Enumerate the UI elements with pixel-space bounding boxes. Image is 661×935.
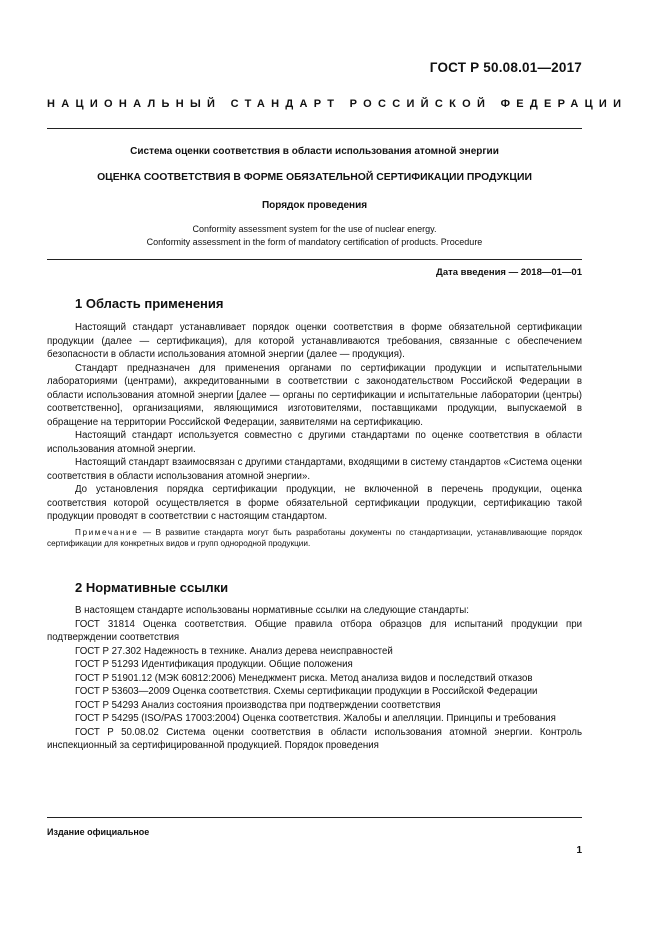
document-title: ОЦЕНКА СООТВЕТСТВИЯ В ФОРМЕ ОБЯЗАТЕЛЬНОЙ СЕРТИФИКАЦИИ ПРОДУКЦИИ (97, 172, 532, 183)
edition-label: Издание официальное (47, 827, 150, 837)
section-2-body (47, 604, 582, 753)
procedure-subtitle: Порядок проведения (261, 200, 368, 211)
divider-footer (47, 817, 582, 818)
section-1-heading: 1 Область применения (75, 296, 224, 311)
paragraph: Настоящий стандарт взаимосвязан с другими стандартами, входящими в систему стандартов «Система оценки соответствия в области использования атомной энергии». (47, 457, 582, 482)
divider-top (47, 128, 582, 129)
reference-item: ГОСТ Р 50.08.02 Система оценки соответствия в области использования атомной энергии. Контроль инспекционный за сертифицированной продукцией. Порядок проведения (47, 726, 582, 751)
paragraph: В настоящем стандарте использованы нормативные ссылки на следующие стандарты: (75, 605, 469, 616)
system-title: Система оценки соответствия в области использования атомной энергии (130, 146, 499, 157)
note-label: Примечание (75, 527, 139, 537)
reference-item: ГОСТ Р 53603—2009 Оценка соответствия. Схемы сертификации продукции в Российской Федерации (75, 686, 538, 697)
reference-item: ГОСТ Р 51901.12 (МЭК 60812:2006) Менеджмент риска. Метод анализа видов и последствий отказов (75, 672, 533, 684)
national-standard-heading: НАЦИОНАЛЬНЫЙ СТАНДАРТ РОССИЙСКОЙ ФЕДЕРАЦИИ (47, 98, 628, 110)
english-title-line1: Conformity assessment system for the use of nuclear energy. (192, 224, 437, 234)
section-2-heading: 2 Нормативные ссылки (75, 580, 229, 595)
introduction-date: Дата введения — 2018—01—01 (436, 267, 582, 278)
note (47, 527, 582, 550)
gost-code: ГОСТ Р 50.08.01—2017 (429, 60, 582, 75)
reference-item: ГОСТ Р 54293 Анализ состояния производства при подтверждении соответствия (75, 699, 441, 711)
paragraph: Настоящий стандарт устанавливает порядок оценки соответствия в форме обязательной сертификации продукции (далее — сертификация), для которой устанавливаются требования, связанные с обеспечением безопасности в области использования атомной энергии (далее — продукция). (47, 322, 582, 360)
paragraph: Стандарт предназначен для применения органами по сертификации продукции и испытательными лабораториями (центрами), аккредитованными в соответствии с законодательством Российской Федерации в области использования атомной энергии [далее — органы по сертификации и испытательные лаборатории (центры) соответственно], организациями, являющимися изготовителями, поставщиками продукции, выпускаемой в обращение на территории Российской Федерации, заявителями на сертификацию. (47, 362, 582, 428)
reference-item: ГОСТ Р 27.302 Надежность в технике. Анализ дерева неисправностей (75, 645, 393, 657)
page-number: 1 (576, 845, 582, 856)
note-text: — В развитие стандарта могут быть разработаны документы по стандартизации, устанавливающие порядок сертификации для конкретных видов и групп однородной продукции. (47, 527, 582, 548)
english-title-line2: Conformity assessment in the form of mandatory certification of products. Procedure (146, 237, 483, 247)
section-1-body (47, 321, 582, 550)
reference-item: ГОСТ 31814 Оценка соответствия. Общие правила отбора образцов для испытаний продукции при подтверждении соответствия (47, 618, 582, 643)
divider-title (47, 259, 582, 260)
reference-item: ГОСТ Р 54295 (ISO/PAS 17003:2004) Оценка соответствия. Жалобы и апелляции. Принципы и требования (75, 713, 556, 724)
paragraph: До установления порядка сертификации продукции, не включенной в перечень продукции, оценка соответствия которой осуществляется в форме обязательной сертификации продукции, сертификацию такой продукции проводят в соответствии с настоящим стандартом. (47, 484, 582, 522)
reference-item: ГОСТ Р 51293 Идентификация продукции. Общие положения (75, 659, 353, 670)
paragraph: Настоящий стандарт используется совместно с другими стандартами по оценке соответствия в области использования атомной энергии. (47, 430, 582, 455)
